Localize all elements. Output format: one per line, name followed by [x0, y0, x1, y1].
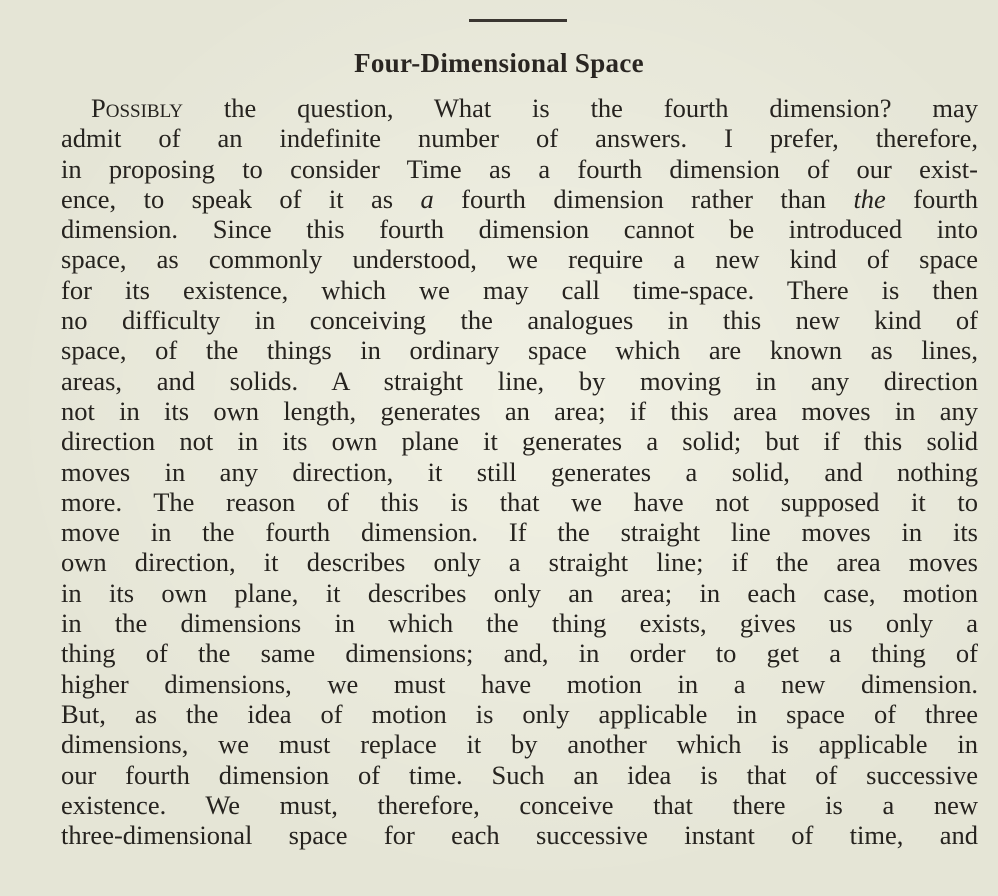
- body-line-21: But, as the idea of motion is only applicable in space of three: [61, 698, 978, 729]
- body-line-7: for its existence, which we may call time-space. There is then: [61, 274, 978, 305]
- body-line-23: our fourth dimension of time. Such an idea is that of successive: [61, 759, 978, 790]
- body-line-11: not in its own length, generates an area; if this area moves in any: [61, 395, 978, 426]
- body-line-2: admit of an indefinite number of answers. I prefer, therefore,: [61, 123, 978, 154]
- body-line-14: more. The reason of this is that we have not supposed it to: [61, 486, 978, 517]
- section-divider-rule: [469, 19, 567, 22]
- body-line-10: areas, and solids. A straight line, by moving in any direction: [61, 365, 978, 396]
- body-line-4: ence, to speak of it as a fourth dimension rather than the fourth: [61, 183, 978, 214]
- body-line-13: moves in any direction, it still generates a solid, and nothing: [61, 456, 978, 487]
- body-line-6: space, as commonly understood, we require a new kind of space: [61, 244, 978, 275]
- body-line-20: higher dimensions, we must have motion in a new dimension.: [61, 668, 978, 699]
- body-line-5: dimension. Since this fourth dimension cannot be introduced into: [61, 214, 978, 245]
- body-line-19: thing of the same dimensions; and, in order to get a thing of: [61, 638, 978, 669]
- article-body: [61, 93, 978, 851]
- body-line-1: Possibly the question, What is the fourth dimension? may: [91, 93, 978, 123]
- italic-the: the: [853, 183, 886, 214]
- body-line-24: existence. We must, therefore, conceive that there is a new: [61, 789, 978, 820]
- body-line-16: own direction, it describes only a straight line; if the area moves: [61, 547, 978, 578]
- body-line-18: in the dimensions in which the thing exists, gives us only a: [61, 608, 978, 639]
- body-line-12: direction not in its own plane it generates a solid; but if this solid: [61, 426, 978, 457]
- body-line-22: dimensions, we must replace it by another which is applicable in: [61, 729, 978, 760]
- body-line-3: in proposing to consider Time as a fourth dimension of our exist-: [61, 153, 978, 184]
- body-line-9: space, of the things in ordinary space which are known as lines,: [61, 335, 978, 366]
- body-line-25-partial: three-dimensional space for each successive instant of time, and: [61, 820, 978, 851]
- lead-word: Possibly: [91, 93, 184, 123]
- article-title: Four-Dimensional Space: [354, 48, 644, 78]
- body-line-17: in its own plane, it describes only an area; in each case, motion: [61, 577, 978, 608]
- italic-a: a: [420, 183, 434, 214]
- body-line-15: move in the fourth dimension. If the straight line moves in its: [61, 517, 978, 548]
- body-line-8: no difficulty in conceiving the analogues in this new kind of: [61, 305, 978, 336]
